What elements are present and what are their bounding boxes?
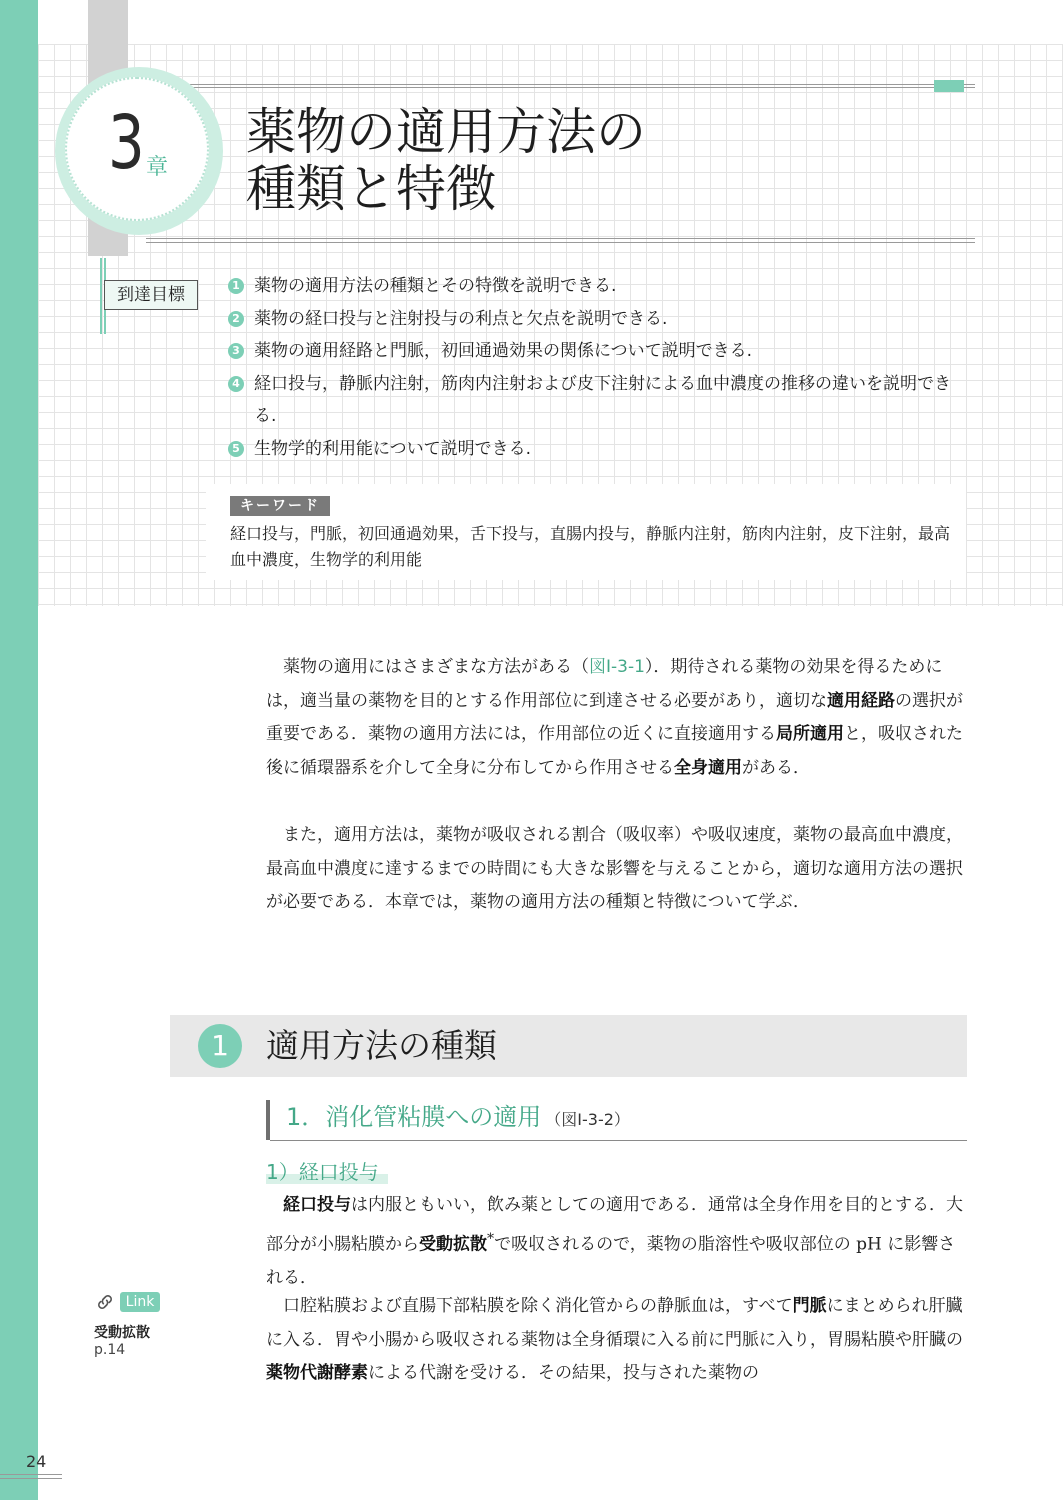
keyword-term: 薬物代謝酵素 bbox=[266, 1363, 368, 1384]
chapter-suffix: 章 bbox=[146, 155, 169, 180]
subsection-title-text: 1．消化管粘膜への適用 bbox=[286, 1103, 542, 1131]
goal-text: 薬物の経口投与と注射投与の利点と欠点を説明できる. bbox=[254, 308, 668, 329]
goal-text: 薬物の適用方法の種類とその特徴を説明できる. bbox=[254, 276, 617, 296]
text-run: 薬物の適用にはさまざまな方法がある（ bbox=[283, 657, 589, 677]
goal-item bbox=[228, 270, 968, 303]
footnote-mark: * bbox=[487, 1230, 495, 1247]
page-number: 24 bbox=[26, 1452, 47, 1471]
oral-paragraph bbox=[266, 1189, 968, 1295]
goal-number: 2 bbox=[228, 311, 244, 327]
subsection-title bbox=[286, 1100, 630, 1137]
section-number: 1 bbox=[198, 1024, 242, 1068]
text-run: による代謝を受ける．その結果，投与された薬物の bbox=[368, 1363, 759, 1384]
goal-text: 経口投与，静脈内注射，筋肉内注射および皮下注射による血中濃度の推移の違いを説明できる. bbox=[254, 373, 951, 426]
goal-number: 5 bbox=[228, 441, 244, 457]
keyword-term: 局所適用 bbox=[776, 724, 844, 745]
goal-text: 生物学的利用能について説明できる. bbox=[254, 438, 532, 459]
keyword-term: 適用経路 bbox=[827, 690, 895, 711]
text-run: は内服ともいい，飲み薬としての適用である．通常は全身作用を目的とする．大部分が小腸粘膜から bbox=[266, 1195, 963, 1255]
goals-label: 到達目標 bbox=[104, 280, 198, 310]
chapter-title-line: 薬物の適用方法の bbox=[246, 103, 646, 161]
left-color-band bbox=[0, 0, 38, 1500]
chapter-title-line: 種類と特徴 bbox=[246, 160, 496, 218]
intro-paragraph bbox=[266, 651, 968, 785]
goal-item bbox=[228, 303, 968, 336]
intro-paragraph: また，適用方法は，薬物が吸収される割合（吸収率）や吸収速度，薬物の最高血中濃度，最高血中濃度に達するまでの時間にも大きな影響を与えることから，適切な適用方法の選択が必要である．本章では，薬物の適用方法の種類と特徴について学ぶ． bbox=[266, 825, 963, 913]
link-badge: Link bbox=[120, 1292, 160, 1312]
text-run: の選択が重要である．薬物の適用方法には，作用部位の近くに直接適用する bbox=[266, 690, 963, 745]
oral-paragraph bbox=[266, 1290, 968, 1391]
text-run: で吸収されるので，薬物の脂溶性や吸収部位の pH に影響される． bbox=[266, 1234, 956, 1288]
keyword-term: 受動拡散 bbox=[419, 1234, 487, 1255]
keyword-term: 経口投与 bbox=[283, 1195, 351, 1215]
goal-item bbox=[228, 368, 968, 433]
text-run: 口腔粘膜および直腸下部粘膜を除く消化管からの静脈血は，すべて bbox=[283, 1296, 793, 1316]
page-number-rule bbox=[0, 1474, 62, 1479]
header-bottom-rule bbox=[146, 238, 975, 243]
text-run: がある． bbox=[742, 757, 810, 778]
header-accent-tab bbox=[934, 80, 964, 92]
keywords-text: 経口投与，門脈，初回通過効果，舌下投与，直腸内投与，静脈内注射，筋肉内注射，皮下注射，最高血中濃度，生物学的利用能 bbox=[230, 524, 951, 569]
goal-item bbox=[228, 433, 968, 466]
subsection-rule bbox=[270, 1140, 967, 1141]
goals-list bbox=[228, 270, 968, 465]
chapter-title bbox=[246, 104, 646, 218]
header-top-rule bbox=[190, 84, 975, 88]
subsection-figure-ref[interactable]: （図Ⅰ-3-2） bbox=[545, 1110, 630, 1129]
text-run: と，吸収された後に循環器系を介して全身に分布してから作用させる bbox=[266, 724, 963, 778]
goal-number: 4 bbox=[228, 376, 244, 392]
goal-number: 3 bbox=[228, 343, 244, 359]
subsection-bar bbox=[266, 1100, 270, 1140]
chapter-number: 3 bbox=[108, 100, 142, 186]
text-run: ）．期待される薬物の効果を得るためには，適当量の薬物を目的とする作用部位に到達させる必要があり，適切な bbox=[266, 657, 943, 711]
chain-link-icon bbox=[94, 1292, 116, 1312]
section-title: 適用方法の種類 bbox=[266, 1026, 497, 1065]
goal-text: 薬物の適用経路と門脈，初回通過効果の関係について説明できる. bbox=[254, 341, 753, 361]
text-run: にまとめられ肝臓に入る．胃や小腸から吸収される薬物は全身循環に入る前に門脈に入り，胃腸粘膜や肝臓の bbox=[266, 1296, 963, 1350]
figure-ref-link[interactable]: 図Ⅰ-3-1 bbox=[589, 657, 645, 677]
keyword-term: 全身適用 bbox=[674, 757, 742, 778]
link-term: 受動拡散 bbox=[94, 1325, 150, 1341]
goal-number: 1 bbox=[228, 278, 244, 294]
subsubsection-title: 1）経口投与 bbox=[266, 1160, 379, 1184]
link-page-ref: p.14 bbox=[94, 1342, 126, 1358]
keywords-label: キーワード bbox=[230, 496, 330, 516]
goal-item bbox=[228, 335, 968, 368]
keyword-term: 門脈 bbox=[792, 1296, 827, 1316]
